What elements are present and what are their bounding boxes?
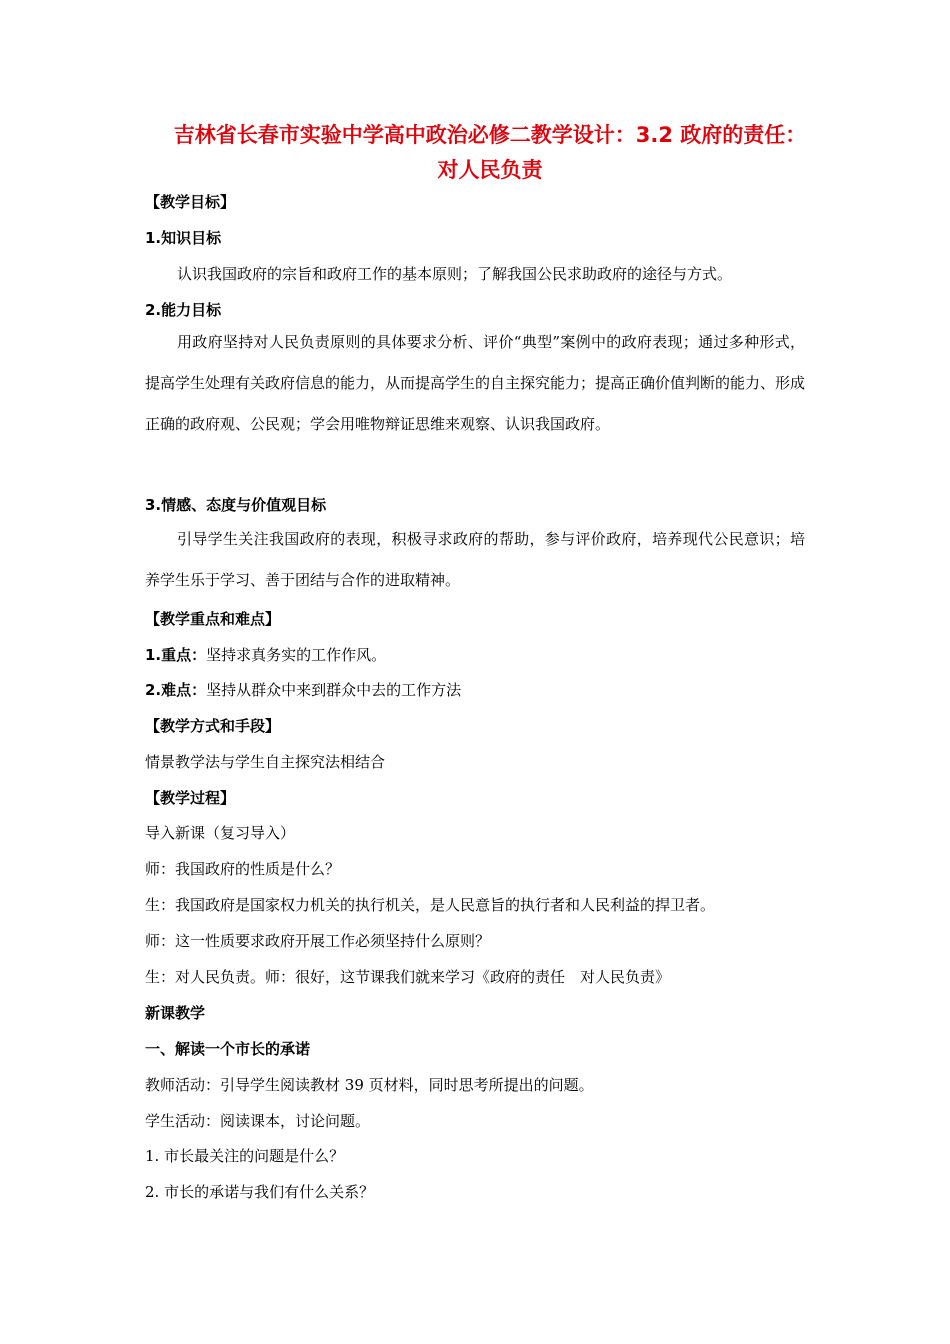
activity-line: 学生活动：阅读课本，讨论问题。 <box>145 1112 371 1130</box>
keypoint-item <box>145 645 386 665</box>
process-line: 师：这一性质要求政府开展工作必须坚持什么原则？ <box>145 932 491 950</box>
section-heading-objectives: 【教学目标】 <box>145 193 236 211</box>
objective-3-heading: 3.情感、态度与价值观目标 <box>145 496 327 514</box>
objective-1-heading: 1.知识目标 <box>145 229 222 247</box>
difficulty-item <box>145 680 461 700</box>
keypoint-text: 坚持求真务实的工作作风。 <box>206 646 387 664</box>
objective-2-heading: 2.能力目标 <box>145 301 222 319</box>
objective-2-text: 用政府坚持对人民负责原则的具体要求分析、评价“典型”案例中的政府表现；通过多种形式，提高学生处理有关政府信息的能力，从而提高学生的自主探究能力；提高正确价值判断的能力、形成正确的政府观、公民观；学会用唯物辩证思维来观察、认识我国政府。 <box>145 333 806 433</box>
objective-1-text: 认识我国政府的宗旨和政府工作的基本原则；了解我国公民求助政府的途径与方式。 <box>177 265 733 283</box>
keypoint-label: 1.重点： <box>145 646 207 664</box>
process-line: 导入新课（复习导入） <box>145 824 296 842</box>
process-line: 师：我国政府的性质是什么？ <box>145 860 341 878</box>
section-heading-methods: 【教学方式和手段】 <box>145 717 281 735</box>
process-line: 生：我国政府是国家权力机关的执行机关，是人民意旨的执行者和人民利益的捍卫者。 <box>145 896 716 914</box>
difficulty-label: 2.难点： <box>145 681 207 699</box>
question-item: 1. 市长最关注的问题是什么？ <box>145 1147 345 1165</box>
question-item: 2. 市长的承诺与我们有什么关系？ <box>145 1183 375 1201</box>
new-lesson-heading: 新课教学 <box>145 1004 206 1022</box>
section-heading-keypoints: 【教学重点和难点】 <box>145 610 281 628</box>
methods-text: 情景教学法与学生自主探究法相结合 <box>145 753 386 771</box>
document-title <box>150 118 830 188</box>
objective-3-text: 引导学生关注我国政府的表现，积极寻求政府的帮助，参与评价政府，培养现代公民意识；培养学生乐于学习、善于团结与合作的进取精神。 <box>145 530 805 589</box>
title-line-1: 吉林省长春市实验中学高中政治必修二教学设计：3.2 政府的责任： <box>173 123 807 147</box>
title-line-2: 对人民负责 <box>437 158 543 182</box>
difficulty-text: 坚持从群众中来到群众中去的工作方法 <box>206 681 462 699</box>
activity-line: 教师活动：引导学生阅读教材 39 页材料，同时思考所提出的问题。 <box>145 1076 594 1094</box>
section-heading-process: 【教学过程】 <box>145 789 236 807</box>
part-1-heading: 一、解读一个市长的承诺 <box>145 1040 311 1058</box>
process-line: 生：对人民负责。师：很好，这节课我们就来学习《政府的责任 对人民负责》 <box>145 968 671 986</box>
